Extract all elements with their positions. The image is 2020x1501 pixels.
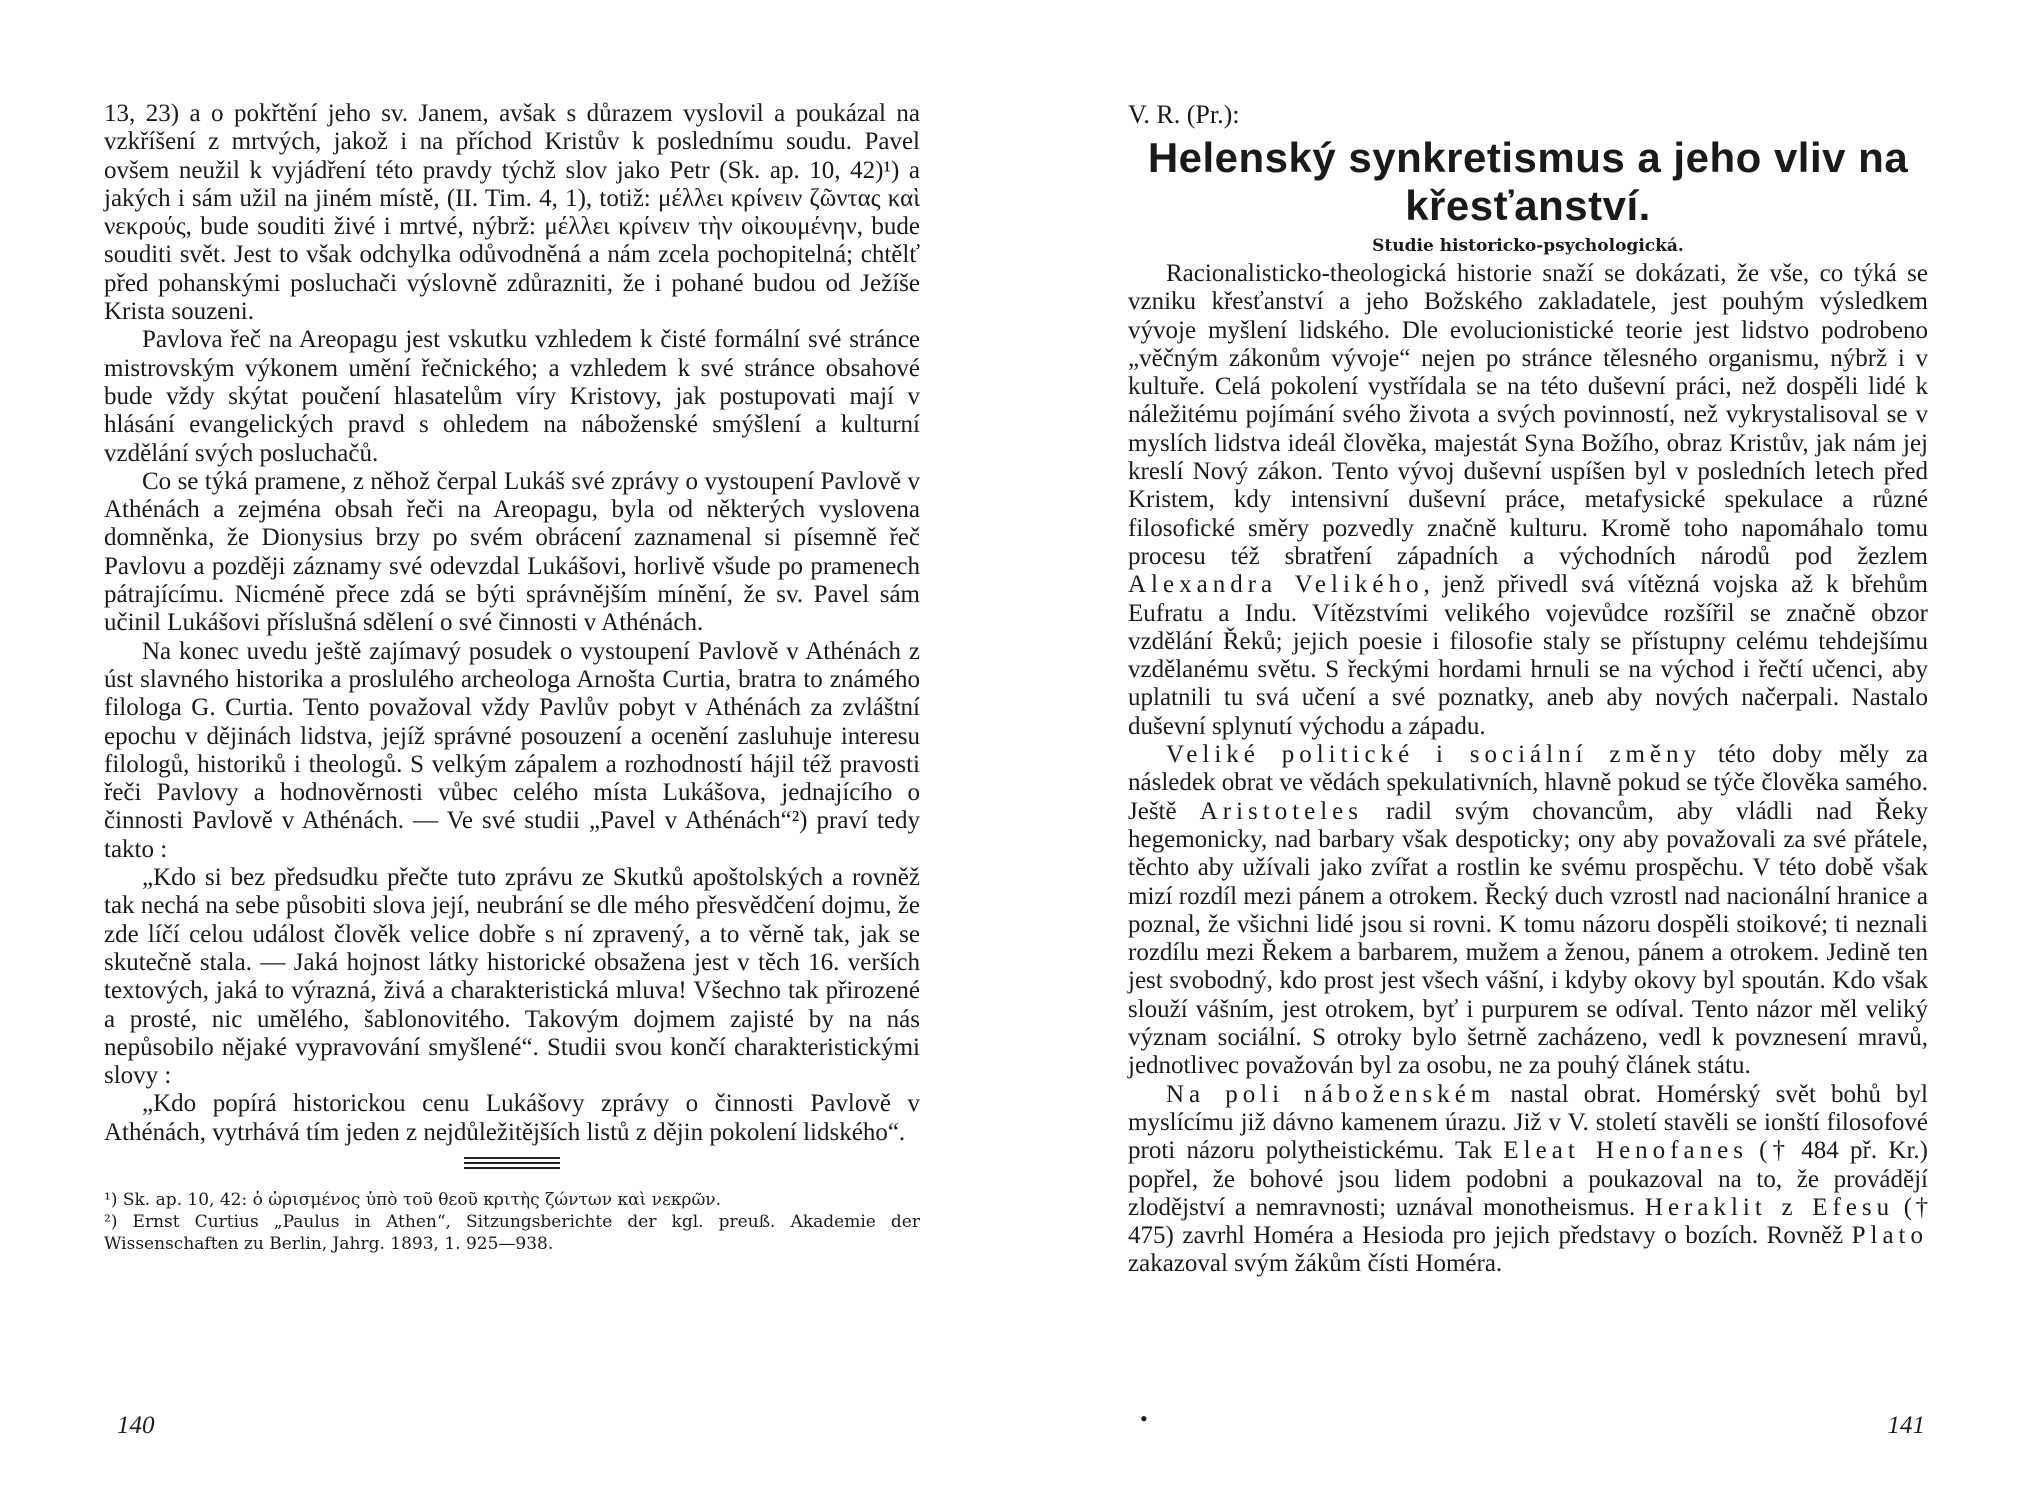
article-title: Helenský synkretismus a jeho vliv na křesťanství.	[1147, 134, 1909, 229]
text-run: zakazoval svým žákům čísti Homéra.	[1128, 1250, 1503, 1278]
quotation: „Kdo si bez předsudku přečte tuto zprávu ze Skutků apoštolských a rovněž tak nechá na sebe působiti slova její, neubrání se dle mého přesvědčení dojmu, že zde líčí celou událost člověk velice dobře s ní zpravený, a to věrně tak, jak se skutečně stala. — Jaká hojnost látky historické obsažena jest v těch 16. verších textových, jaká to výrazná, živá a charakteristická mluva! Všechno tak přirozené a prosté, nic umělého, šablonovitého. Takovým dojmem zajisté by na nás nepůsobilo nějaké vypravování smyšlené“. Studii svou končí charakteristickými slovy :	[104, 864, 920, 1090]
footnote: ²) Ernst Curtius „Paulus in Athen“, Sitzungsberichte der kgl. preuß. Akademie der Wissenschaften zu Berlin, Jahrg. 1893, 1. 925—938.	[104, 1211, 920, 1254]
paragraph: Na konec uvedu ještě zajímavý posudek o vystoupení Pavlově v Athénách z úst slavného historika a proslulého archeologa Arnošta Curtia, bratra to známého filologa G. Curtia. Tento považoval vždy Pavlův pobyt v Athénách za zvláštní epochu v dějinách lidstva, jejíž správné posouzení a ocenění zasluhuje interesu filologů, historiků i theologů. S velkým zápalem a rozhodností hájil též pravosti řeči Pavlovy a hodnověrnosti vůbec celého místa Lukášova, jednajícího o činnosti Pavlově v Athénách. — Ve své studii „Pavel v Athénách“²) praví tedy takto :	[104, 637, 920, 863]
text-run: († 484 př. Kr.) popřel, že bohové jsou lidem podobni a poukazoval na to, že provádějí zlodějství a nemravnosti; uznával monotheismus.	[1128, 1137, 1928, 1221]
text-run: radil svým chovancům, aby vládli nad Řeky hegemonicky, nad barbary však despoticky; ony aby považovali za své přátele, těchto aby užívali jako zvířat a rostlin ke svému prospěchu. V této době však mizí rozdíl mezi pánem a otrokem. Řecký duch vzrostl nad nacionální hranice a poznal, že všichni lidé jsou si rovni. K tomu názoru dospěli stoikové; ti neznali rozdílu mezi Řekem a barbarem, mužem a ženou, pánem a otrokem. Jedině ten jest svobodný, kdo prost jest všech vášní, i kdyby okovy byl spoután. Kdo však slouží vášním, jest otrokem, byť i purpurem se odíval. Tento názor měl veliký význam sociální. S otroky bylo šetrně zacházeno, vedl k povznesení mravů, jednotlivec považován byl za osobu, ne za pouhý článek státu.	[1128, 797, 1928, 1080]
paragraph	[1128, 260, 1928, 741]
text-run: této doby měly za následek obrat ve vědách spekulativních, hlavně pokud se týče člověka samého. Ještě	[1128, 741, 1929, 825]
section-divider	[464, 1157, 560, 1169]
spaced-name: Eleat Henofanes	[1503, 1137, 1748, 1165]
text-run: nastal obrat. Homérský svět bohů byl myslícímu již dávno kamenem úrazu. Již v V. století stavěli se ionští filosofové proti názoru polytheistickému. Tak	[1128, 1080, 1928, 1165]
footnotes	[104, 1189, 920, 1255]
left-text-column	[104, 100, 920, 1255]
quotation: „Kdo popírá historickou cenu Lukášovy zprávy o činnosti Pavlově v Athénách, vytrhává tím jeden z nejdůležitějších listů z dějin pokolení lidského“.	[104, 1090, 920, 1146]
spaced-emphasis: Veliké politické i sociální změny	[1166, 741, 1702, 769]
paragraph	[1128, 741, 1928, 1081]
paragraph: Co se týká pramene, z něhož čerpal Lukáš své zprávy o vystoupení Pavlově v Athénách a zejména obsah řeči na Areopagu, byla od některých vyslovena domněnka, že Dionysius brzy po svém obrácení zaznamenal si písemně řeč Pavlovu a později záznamy své odevzdal Lukášovi, horlivě všude po pramenech pátrajícímu. Nicméně přece zdá se býti správnějším mínění, že sv. Pavel sám učinil Lukášovi příslušná sdělení o své činnosti v Athénách.	[104, 467, 920, 637]
right-text-column	[1128, 100, 1928, 1279]
article-subtitle: Studie historicko-psychologická.	[1372, 236, 1684, 256]
footnote: ¹) Sk. ap. 10, 42: ὁ ὡρισμένος ὑπὸ τοῦ θεοῦ κριτὴς ζώντων καὶ νεκρῶν.	[104, 1189, 722, 1210]
spaced-name: Aristoteles	[1199, 797, 1364, 825]
spaced-name: Alexandra Velikého	[1128, 571, 1424, 599]
page-number: 140	[117, 1412, 155, 1439]
right-page	[1010, 0, 2020, 1501]
article-author: V. R. (Pr.):	[1128, 100, 1240, 129]
text-run: Racionalisticko-theologická historie snaží se dokázati, že vše, co týká se vzniku křesťanství a jeho Božského zakladatele, jest pouhým výsledkem vývoje myšlení lidského. Dle evolucionistické teorie jest lidstvo podrobeno „věčným zákonům vývoje“ nejen po stránce tělesného organismu, nýbrž i v kultuře. Celá pokolení vystřídala se na této duševní práci, než dospěli lidé k náležitému pojímání svého života a svých povinností, než vykrystalisoval se v myslích lidstva ideál člověka, majestát Syna Božího, obraz Kristův, jak nám jej kreslí Nový zákon. Tento vývoj duševní uspíšen byl v posledních letech před Kristem, kdy intensivní duševní práce, metafysické spekulace a různé filosofické směry pozvedly značně kulturu. Kromě toho napomáhalo tomu procesu též sbratření západních a východních národů pod žezlem	[1128, 260, 1928, 570]
spaced-name: Heraklit z Efesu	[1644, 1193, 1895, 1221]
spaced-emphasis: Na poli náboženském	[1166, 1080, 1496, 1108]
paragraph: 13, 23) a o pokřtění jeho sv. Janem, avšak s důrazem vyslovil a poukázal na vzkříšení z mrtvých, jakož i na příchod Kristův k poslednímu soudu. Pavel ovšem neužil k vyjádření této pravdy týchž slov jako Petr (Sk. ap. 10, 42)¹) a jakých i sám užil na jiném místě, (II. Tim. 4, 1), totiž: μέλλει κρίνειν ζῶντας καὶ νεκρούς, bude souditi živé i mrtvé, nýbrž: μέλλει κρίνειν τὴν οἰκουμένην, bude souditi svět. Jest to však odchylka odůvodněná a nám zcela pochopitelná; chtělť před pohanskými posluchači výslovně zdůrazniti, že i pohané budou od Ježíše Krista souzeni.	[104, 100, 920, 326]
text-run: († 475) zavrhl Homéra a Hesioda pro jejich představy o bozích. Rovněž	[1128, 1193, 1928, 1250]
paragraph	[1128, 1081, 1928, 1279]
page-number: 141	[1887, 1412, 1925, 1439]
text-run: , jenž přivedl svá vítězná vojska až k břehům Eufratu a Indu. Vítězstvími velikého vojevůdce rozšířil se značně obzor vzdělání Řeků; jejich poesie i filosofie staly se přístupny celému tehdejšímu vzdělanému světu. S řeckými hordami hrnuli se na východ i řečtí učenci, aby uplatnili tu svá učení a své poznatky, aneb aby nových načerpali. Nastalo duševní splynutí východu a západu.	[1128, 571, 1928, 740]
spaced-name: Plato	[1851, 1222, 1928, 1250]
printer-mark: •	[1140, 1406, 1148, 1431]
paragraph: Pavlova řeč na Areopagu jest vskutku vzhledem k čisté formální své stránce mistrovským výkonem umění řečnického; a vzhledem k své stránce obsahové bude vždy skýtat poučení hlasatelům víry Kristovy, jak postupovati mají v hlásání evangelických pravd s ohledem na náboženské smýšlení a kulturní vzdělání svých posluchačů.	[104, 326, 920, 467]
